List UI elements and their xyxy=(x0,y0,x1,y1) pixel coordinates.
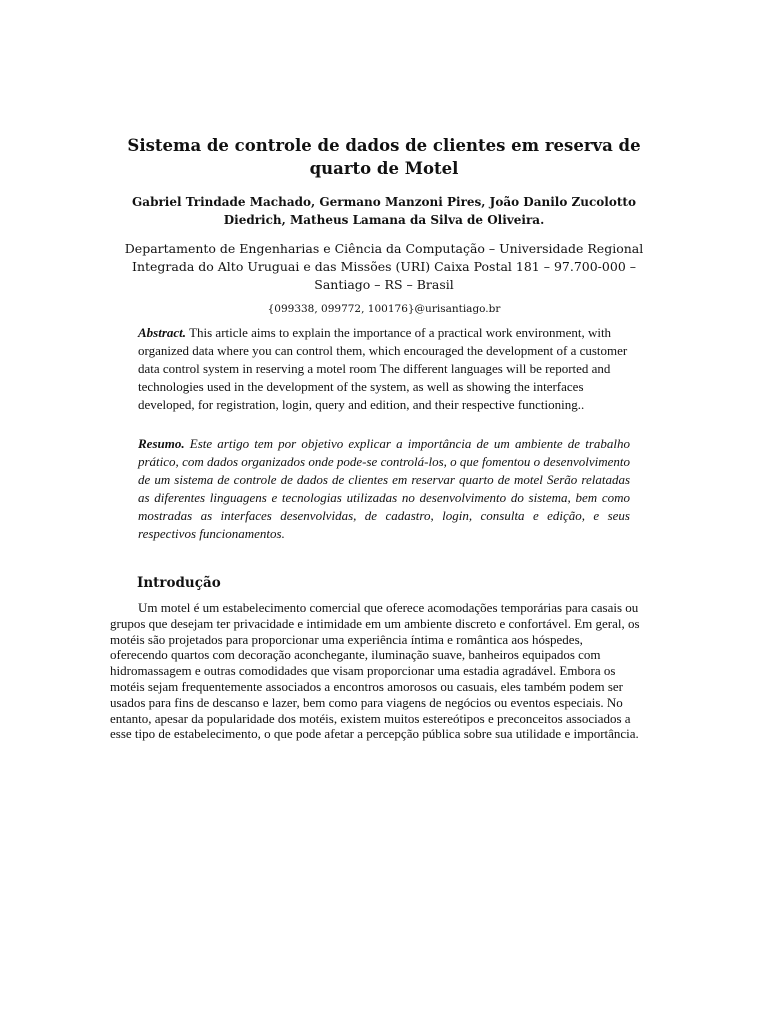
abstract-text: This article aims to explain the importance of a practical work environment, with organized data where you can control them, which encouraged the development of a customer data control system in reserving a motel room The different languages will be reported and technologies used in the development of the system, as well as showing the interfaces developed, for registration, login, query and edition, and their respective functioning.. xyxy=(138,325,628,412)
paper-authors: Gabriel Trindade Machado, Germano Manzoni Pires, João Danilo Zucolotto Diedrich, Matheus Lamana da Silva de Oliveira. xyxy=(132,195,636,227)
resumo-paragraph xyxy=(138,435,630,543)
section-heading-introducao: Introdução xyxy=(137,575,221,591)
abstract-label: Abstract. xyxy=(138,325,187,340)
abstract-paragraph xyxy=(138,324,630,414)
resumo-text: Este artigo tem por objetivo explicar a importância de um ambiente de trabalho prático, com dados organizados onde pode-se controlá-los, o que fomentou o desenvolvimento de um sistema de controle de dados de clientes em reservar quarto de motel Serão relatadas as diferentes linguagens e tecnologias utilizadas no desenvolvimento do sistema, bem como mostradas as interfaces desenvolvidas, de cadastro, login, consulta e edição, e seus respectivos funcionamentos. xyxy=(138,436,630,541)
resumo-label: Resumo. xyxy=(138,436,185,451)
paper-title: Sistema de controle de dados de clientes em reserva de quarto de Motel xyxy=(127,136,641,178)
paper-email: {099338, 099772, 100176}@urisantiago.br xyxy=(267,303,501,315)
paper-affiliation: Departamento de Engenharias e Ciência da Computação – Universidade Regional Integrada do Alto Uruguai e das Missões (URI) Caixa Postal 181 – 97.700-000 – Santiago – RS – Brasil xyxy=(124,241,644,292)
section-paragraph-introducao: Um motel é um estabelecimento comercial que oferece acomodações temporárias para casais ou grupos que desejam ter privacidade e intimidade em um ambiente discreto e confortável. Em geral, os motéis são projetados para proporcionar uma experiência íntima e romântica aos hóspedes, oferecendo quartos com decoração aconchegante, iluminação suave, banheiros equipados com hidromassagem e outras comodidades que visam proporcionar uma estadia agradável. Embora os motéis sejam frequentemente associados a encontros amorosos ou casuais, eles também podem ser usados para fins de descanso e lazer, bem como para viagens de negócios ou eventos especiais. No entanto, apesar da popularidade dos motéis, existem muitos estereótipos e preconceitos associados a esse tipo de estabelecimento, o que pode afetar a percepção pública sobre sua utilidade e importância. xyxy=(110,600,640,742)
